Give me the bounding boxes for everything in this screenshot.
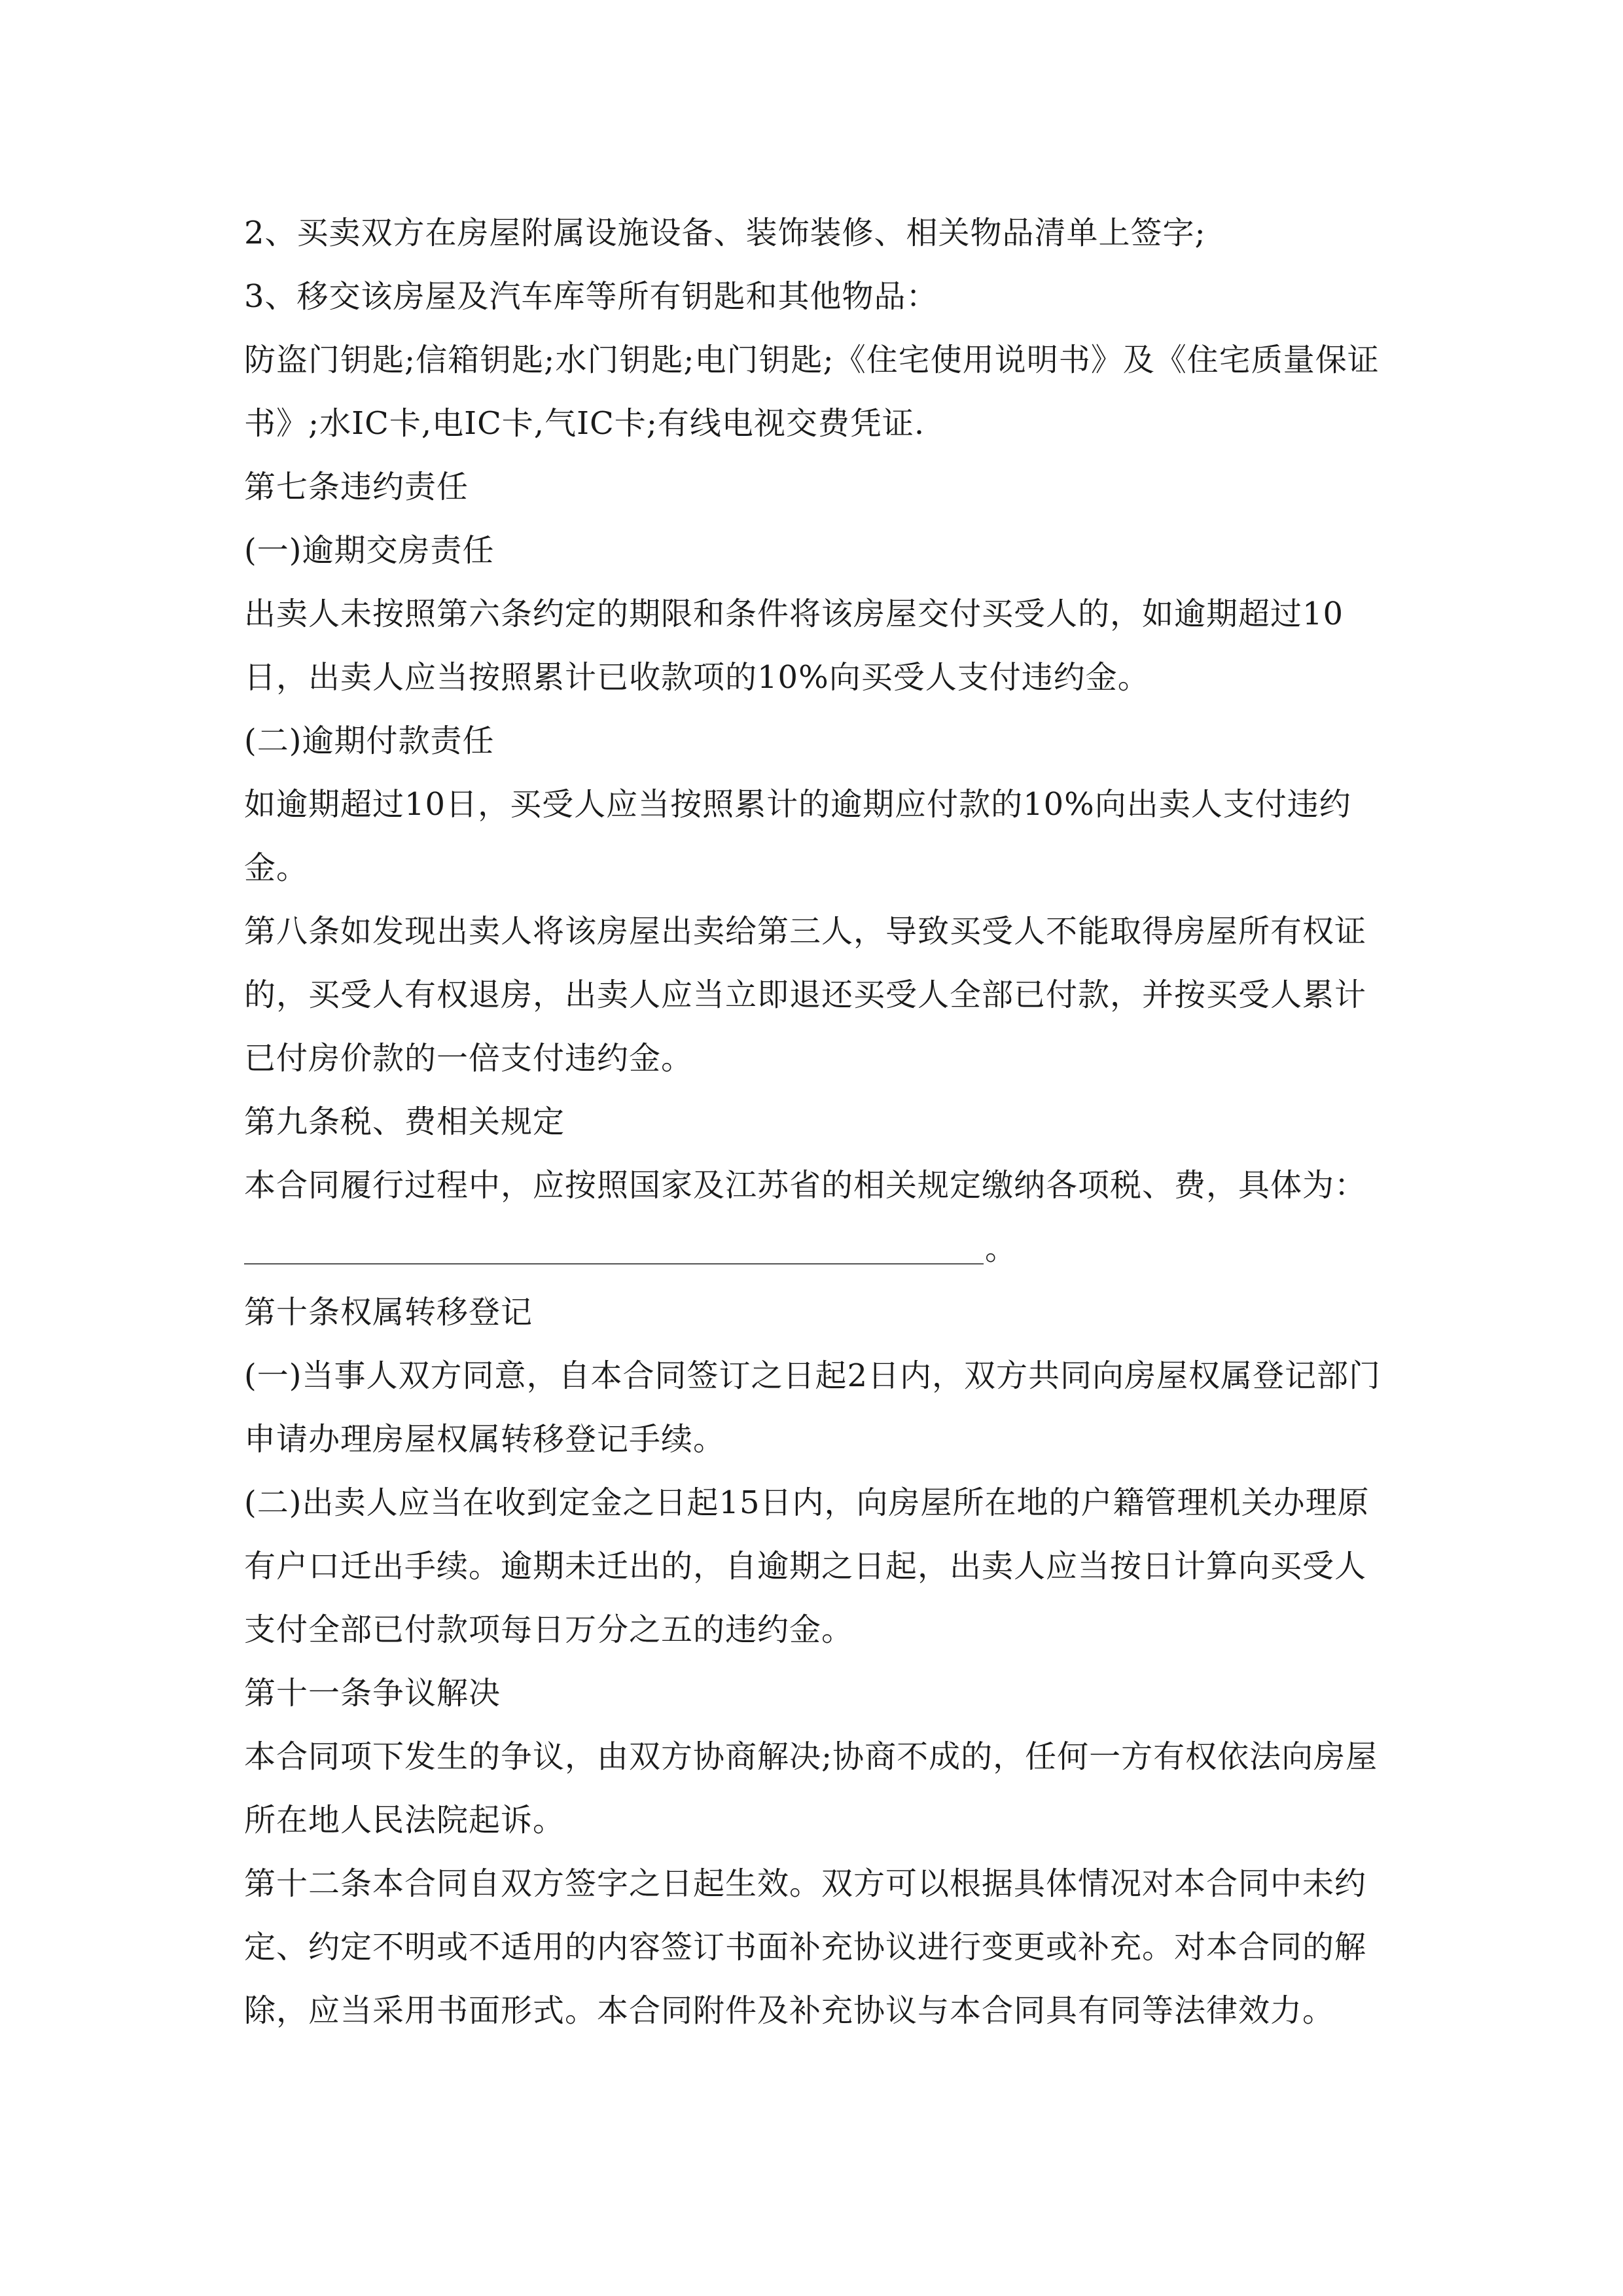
tax-blank-line — [244, 1217, 1396, 1281]
late-delivery-text: 出卖人未按照第六条约定的期限和条件将该房屋交付买受人的，如逾期超过10日，出卖人应当按照累计已收款项的10%向买受人支付违约金。 — [244, 596, 1344, 696]
article-9-heading: 第九条税、费相关规定 — [244, 1103, 565, 1140]
late-payment-text: 如逾期超过10日，买受人应当按照累计的逾期应付款的10%向出卖人支付违约金。 — [244, 786, 1351, 886]
registration-clause-2: (二)出卖人应当在收到定金之日起15日内，向房屋所在地的户籍管理机关办理原有户口迁出手续。逾期未迁出的，自逾期之日起，出卖人应当按日计算向买受人支付全部已付款项每日万分之五的违约金。 — [244, 1484, 1370, 1648]
late-payment-heading: (二)逾期付款责任 — [244, 723, 495, 759]
clause-item-2: 2、买卖双方在房屋附属设施设备、装饰装修、相关物品清单上签字; — [244, 215, 1206, 251]
blank-underline — [244, 1217, 984, 1265]
article-11-text: 本合同项下发生的争议，由双方协商解决;协商不成的，任何一方有权依法向房屋所在地人民法院起诉。 — [244, 1738, 1378, 1839]
late-delivery-heading: (一)逾期交房责任 — [244, 532, 495, 569]
article-7-heading: 第七条违约责任 — [244, 469, 469, 505]
article-10-heading: 第十条权属转移登记 — [244, 1294, 533, 1331]
article-8-text: 第八条如发现出卖人将该房屋出卖给第三人，导致买受人不能取得房屋所有权证的，买受人有权退房，出卖人应当立即退还买受人全部已付款，并按买受人累计已付房价款的一倍支付违约金。 — [244, 913, 1367, 1077]
registration-clause-1: (一)当事人双方同意，自本合同签订之日起2日内，双方共同向房屋权属登记部门申请办理房屋权属转移登记手续。 — [244, 1357, 1381, 1458]
keys-list: 防盗门钥匙;信箱钥匙;水门钥匙;电门钥匙;《住宅使用说明书》及《住宅质量保证书》;水IC卡,电IC卡,气IC卡;有线电视交费凭证. — [244, 342, 1380, 442]
article-11-heading: 第十一条争议解决 — [244, 1675, 501, 1712]
clause-item-3: 3、移交该房屋及汽车库等所有钥匙和其他物品： — [244, 278, 938, 315]
article-12-text: 第十二条本合同自双方签字之日起生效。双方可以根据具体情况对本合同中未约定、约定不明或不适用的内容签订书面补充协议进行变更或补充。对本合同的解除，应当采用书面形式。本合同附件及补充协议与本合同具有同等法律效力。 — [244, 1865, 1367, 2029]
blank-line-period: 。 — [985, 1230, 1018, 1267]
article-9-text: 本合同履行过程中，应按照国家及江苏省的相关规定缴纳各项税、费，具体为： — [244, 1167, 1367, 1204]
document-body — [244, 202, 1396, 2043]
